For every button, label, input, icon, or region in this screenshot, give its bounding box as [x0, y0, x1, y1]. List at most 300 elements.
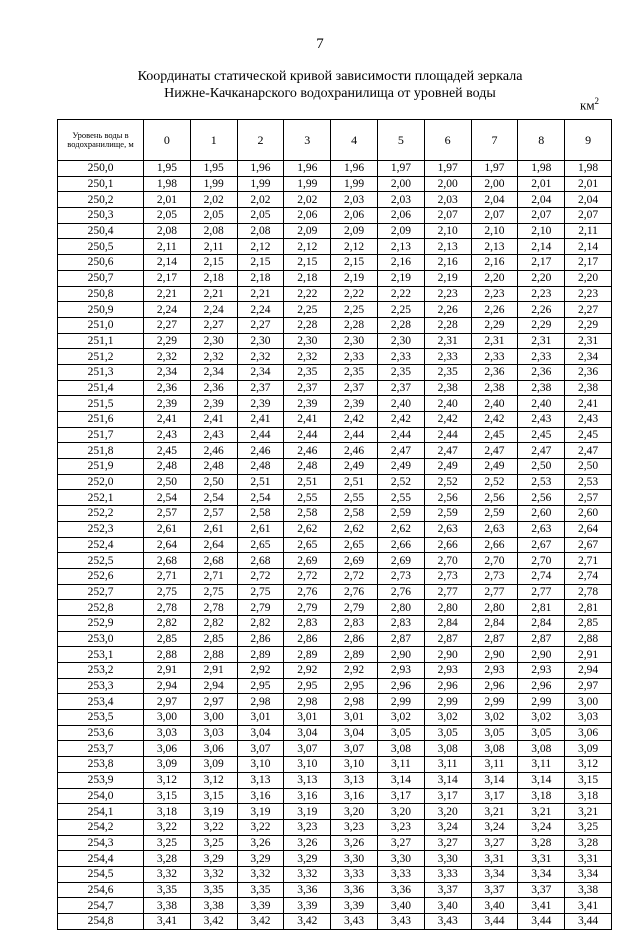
value-cell: 2,98: [331, 694, 378, 710]
level-cell: 252,1: [58, 490, 144, 506]
value-cell: 2,70: [471, 553, 518, 569]
value-cell: 1,98: [518, 161, 565, 177]
title-line-2: Нижне-Качканарского водохранилища от уровней воды: [164, 86, 496, 101]
value-cell: 2,02: [284, 192, 331, 208]
value-cell: 3,04: [331, 725, 378, 741]
value-cell: 2,66: [424, 537, 471, 553]
value-cell: 2,28: [424, 317, 471, 333]
value-cell: 3,14: [518, 772, 565, 788]
value-cell: 3,42: [190, 914, 237, 930]
value-cell: 3,31: [565, 851, 612, 867]
value-cell: 3,17: [377, 788, 424, 804]
level-cell: 250,7: [58, 270, 144, 286]
value-cell: 3,09: [190, 757, 237, 773]
table-row: [58, 427, 612, 443]
value-cell: 2,03: [377, 192, 424, 208]
value-cell: 3,20: [424, 804, 471, 820]
value-cell: 2,24: [237, 302, 284, 318]
value-cell: 2,75: [144, 584, 191, 600]
value-cell: 2,77: [424, 584, 471, 600]
value-cell: 2,08: [190, 223, 237, 239]
value-cell: 2,40: [424, 396, 471, 412]
level-cell: 254,4: [58, 851, 144, 867]
value-cell: 3,39: [237, 898, 284, 914]
value-cell: 3,06: [565, 725, 612, 741]
value-cell: 2,12: [284, 239, 331, 255]
value-cell: 2,75: [237, 584, 284, 600]
value-cell: 2,58: [237, 506, 284, 522]
value-cell: 2,63: [424, 521, 471, 537]
column-header: 1: [190, 120, 237, 161]
value-cell: 3,37: [471, 882, 518, 898]
value-cell: 2,97: [565, 678, 612, 694]
value-cell: 2,76: [377, 584, 424, 600]
table-row: [58, 286, 612, 302]
value-cell: 1,97: [377, 161, 424, 177]
value-cell: 3,11: [377, 757, 424, 773]
value-cell: 3,10: [237, 757, 284, 773]
value-cell: 2,74: [565, 568, 612, 584]
value-cell: 2,68: [237, 553, 284, 569]
value-cell: 2,98: [237, 694, 284, 710]
value-cell: 2,17: [565, 255, 612, 271]
value-cell: 3,26: [331, 835, 378, 851]
value-cell: 3,43: [377, 914, 424, 930]
value-cell: 2,25: [284, 302, 331, 318]
value-cell: 2,87: [377, 631, 424, 647]
value-cell: 3,37: [518, 882, 565, 898]
value-cell: 3,44: [471, 914, 518, 930]
value-cell: 2,58: [284, 506, 331, 522]
value-cell: 2,84: [518, 615, 565, 631]
value-cell: 3,12: [565, 757, 612, 773]
level-cell: 254,1: [58, 804, 144, 820]
value-cell: 2,36: [144, 380, 191, 396]
value-cell: 3,18: [144, 804, 191, 820]
value-cell: 2,06: [284, 208, 331, 224]
value-cell: 3,04: [284, 725, 331, 741]
table-row: [58, 898, 612, 914]
table-row: [58, 553, 612, 569]
value-cell: 3,08: [424, 741, 471, 757]
level-cell: 251,8: [58, 443, 144, 459]
value-cell: 2,26: [471, 302, 518, 318]
value-cell: 2,53: [565, 474, 612, 490]
value-cell: 2,10: [518, 223, 565, 239]
value-cell: 2,31: [471, 333, 518, 349]
value-cell: 2,16: [471, 255, 518, 271]
table-row: [58, 443, 612, 459]
value-cell: 3,36: [331, 882, 378, 898]
value-cell: 2,82: [237, 615, 284, 631]
value-cell: 3,13: [331, 772, 378, 788]
value-cell: 2,26: [518, 302, 565, 318]
value-cell: 3,29: [284, 851, 331, 867]
level-cell: 250,0: [58, 161, 144, 177]
value-cell: 2,93: [424, 663, 471, 679]
value-cell: 2,59: [471, 506, 518, 522]
value-cell: 2,39: [237, 396, 284, 412]
value-cell: 2,64: [190, 537, 237, 553]
value-cell: 2,52: [377, 474, 424, 490]
value-cell: 2,19: [424, 270, 471, 286]
value-cell: 2,93: [518, 663, 565, 679]
value-cell: 3,44: [565, 914, 612, 930]
level-cell: 254,8: [58, 914, 144, 930]
value-cell: 2,67: [518, 537, 565, 553]
value-cell: 2,34: [144, 364, 191, 380]
level-cell: 252,8: [58, 600, 144, 616]
value-cell: 2,15: [190, 255, 237, 271]
value-cell: 3,24: [518, 819, 565, 835]
value-cell: 2,41: [565, 396, 612, 412]
value-cell: 2,94: [565, 663, 612, 679]
value-cell: 2,22: [377, 286, 424, 302]
value-cell: 2,18: [237, 270, 284, 286]
title-line-1: Координаты статической кривой зависимости площадей зеркала: [137, 69, 523, 84]
value-cell: 2,70: [518, 553, 565, 569]
value-cell: 2,14: [518, 239, 565, 255]
value-cell: 2,40: [471, 396, 518, 412]
value-cell: 2,84: [471, 615, 518, 631]
value-cell: 2,07: [471, 208, 518, 224]
value-cell: 2,87: [424, 631, 471, 647]
value-cell: 2,22: [284, 286, 331, 302]
level-cell: 250,3: [58, 208, 144, 224]
value-cell: 2,42: [424, 412, 471, 428]
value-cell: 2,88: [190, 647, 237, 663]
value-cell: 3,02: [518, 710, 565, 726]
value-cell: 2,87: [518, 631, 565, 647]
value-cell: 2,69: [284, 553, 331, 569]
value-cell: 2,47: [518, 443, 565, 459]
value-cell: 3,36: [284, 882, 331, 898]
value-cell: 3,40: [377, 898, 424, 914]
table-row: [58, 600, 612, 616]
value-cell: 3,30: [424, 851, 471, 867]
value-cell: 3,16: [331, 788, 378, 804]
level-cell: 250,6: [58, 255, 144, 271]
value-cell: 2,57: [144, 506, 191, 522]
value-cell: 2,48: [237, 459, 284, 475]
value-cell: 2,32: [284, 349, 331, 365]
value-cell: 2,78: [190, 600, 237, 616]
value-cell: 3,16: [237, 788, 284, 804]
value-cell: 2,07: [424, 208, 471, 224]
value-cell: 2,00: [377, 176, 424, 192]
value-cell: 2,92: [237, 663, 284, 679]
level-cell: 253,8: [58, 757, 144, 773]
table-row: [58, 678, 612, 694]
value-cell: 3,15: [565, 772, 612, 788]
value-cell: 2,04: [518, 192, 565, 208]
value-cell: 2,69: [331, 553, 378, 569]
value-cell: 3,03: [565, 710, 612, 726]
value-cell: 2,02: [237, 192, 284, 208]
table-row: [58, 694, 612, 710]
value-cell: 3,38: [565, 882, 612, 898]
document-title: [0, 68, 640, 102]
value-cell: 1,95: [190, 161, 237, 177]
value-cell: 2,08: [144, 223, 191, 239]
value-cell: 2,99: [471, 694, 518, 710]
units-label: [580, 96, 599, 113]
value-cell: 2,79: [331, 600, 378, 616]
value-cell: 2,36: [565, 364, 612, 380]
table-row: [58, 835, 612, 851]
value-cell: 2,47: [377, 443, 424, 459]
value-cell: 2,09: [284, 223, 331, 239]
value-cell: 2,73: [424, 568, 471, 584]
value-cell: 2,44: [377, 427, 424, 443]
value-cell: 2,43: [518, 412, 565, 428]
value-cell: 2,41: [190, 412, 237, 428]
value-cell: 3,35: [237, 882, 284, 898]
value-cell: 2,14: [144, 255, 191, 271]
value-cell: 2,69: [377, 553, 424, 569]
value-cell: 2,52: [471, 474, 518, 490]
value-cell: 3,32: [144, 866, 191, 882]
value-cell: 3,16: [284, 788, 331, 804]
value-cell: 2,62: [284, 521, 331, 537]
value-cell: 2,32: [190, 349, 237, 365]
value-cell: 3,34: [471, 866, 518, 882]
value-cell: 2,33: [377, 349, 424, 365]
value-cell: 2,97: [190, 694, 237, 710]
value-cell: 2,90: [518, 647, 565, 663]
level-cell: 253,7: [58, 741, 144, 757]
value-cell: 2,12: [237, 239, 284, 255]
value-cell: 2,17: [518, 255, 565, 271]
value-cell: 2,19: [377, 270, 424, 286]
value-cell: 3,11: [518, 757, 565, 773]
level-cell: 251,7: [58, 427, 144, 443]
value-cell: 2,21: [144, 286, 191, 302]
value-cell: 3,00: [565, 694, 612, 710]
level-cell: 254,6: [58, 882, 144, 898]
level-cell: 250,1: [58, 176, 144, 192]
value-cell: 2,85: [190, 631, 237, 647]
value-cell: 2,99: [424, 694, 471, 710]
value-cell: 2,41: [144, 412, 191, 428]
value-cell: 2,56: [518, 490, 565, 506]
value-cell: 2,44: [331, 427, 378, 443]
level-cell: 253,0: [58, 631, 144, 647]
value-cell: 2,30: [237, 333, 284, 349]
value-cell: 3,44: [518, 914, 565, 930]
value-cell: 2,35: [377, 364, 424, 380]
value-cell: 2,07: [565, 208, 612, 224]
value-cell: 3,08: [518, 741, 565, 757]
value-cell: 2,06: [331, 208, 378, 224]
value-cell: 2,71: [565, 553, 612, 569]
value-cell: 2,86: [284, 631, 331, 647]
value-cell: 2,46: [237, 443, 284, 459]
level-cell: 252,2: [58, 506, 144, 522]
table-row: [58, 364, 612, 380]
value-cell: 2,95: [237, 678, 284, 694]
value-cell: 2,75: [190, 584, 237, 600]
value-cell: 2,23: [518, 286, 565, 302]
level-cell: 250,2: [58, 192, 144, 208]
value-cell: 3,07: [331, 741, 378, 757]
value-cell: 2,02: [190, 192, 237, 208]
table-row: [58, 302, 612, 318]
value-cell: 3,22: [237, 819, 284, 835]
value-cell: 3,27: [377, 835, 424, 851]
value-cell: 3,08: [471, 741, 518, 757]
value-cell: 2,80: [471, 600, 518, 616]
value-cell: 2,50: [518, 459, 565, 475]
value-cell: 2,45: [565, 427, 612, 443]
value-cell: 2,63: [471, 521, 518, 537]
value-cell: 2,35: [284, 364, 331, 380]
value-cell: 3,41: [144, 914, 191, 930]
level-cell: 251,0: [58, 317, 144, 333]
value-cell: 2,88: [144, 647, 191, 663]
value-cell: 2,64: [144, 537, 191, 553]
table-row: [58, 882, 612, 898]
level-cell: 253,5: [58, 710, 144, 726]
value-cell: 2,50: [565, 459, 612, 475]
level-cell: 253,6: [58, 725, 144, 741]
value-cell: 2,52: [424, 474, 471, 490]
value-cell: 2,71: [190, 568, 237, 584]
value-cell: 3,35: [190, 882, 237, 898]
level-cell: 254,3: [58, 835, 144, 851]
value-cell: 2,33: [331, 349, 378, 365]
level-cell: 254,7: [58, 898, 144, 914]
value-cell: 3,25: [144, 835, 191, 851]
value-cell: 2,16: [377, 255, 424, 271]
value-cell: 3,40: [471, 898, 518, 914]
level-cell: 252,5: [58, 553, 144, 569]
value-cell: 2,71: [144, 568, 191, 584]
value-cell: 2,36: [518, 364, 565, 380]
value-cell: 2,61: [190, 521, 237, 537]
header-row: [58, 120, 612, 161]
value-cell: 2,95: [331, 678, 378, 694]
value-cell: 2,49: [331, 459, 378, 475]
value-cell: 2,26: [424, 302, 471, 318]
value-cell: 2,27: [190, 317, 237, 333]
value-cell: 2,37: [331, 380, 378, 396]
value-cell: 2,61: [144, 521, 191, 537]
value-cell: 2,09: [377, 223, 424, 239]
value-cell: 3,41: [565, 898, 612, 914]
value-cell: 3,23: [377, 819, 424, 835]
value-cell: 3,28: [565, 835, 612, 851]
value-cell: 2,05: [237, 208, 284, 224]
table-row: [58, 239, 612, 255]
value-cell: 3,32: [190, 866, 237, 882]
value-cell: 2,86: [237, 631, 284, 647]
value-cell: 2,28: [284, 317, 331, 333]
corner-header: Уровень воды в водохранилище, м: [58, 120, 144, 161]
value-cell: 3,30: [331, 851, 378, 867]
value-cell: 1,95: [144, 161, 191, 177]
value-cell: 2,96: [377, 678, 424, 694]
value-cell: 2,89: [237, 647, 284, 663]
value-cell: 3,24: [424, 819, 471, 835]
table-row: [58, 333, 612, 349]
value-cell: 3,28: [518, 835, 565, 851]
level-cell: 254,0: [58, 788, 144, 804]
value-cell: 2,20: [518, 270, 565, 286]
value-cell: 3,33: [331, 866, 378, 882]
table-row: [58, 380, 612, 396]
value-cell: 3,26: [237, 835, 284, 851]
value-cell: 2,86: [331, 631, 378, 647]
level-cell: 251,9: [58, 459, 144, 475]
value-cell: 2,04: [471, 192, 518, 208]
value-cell: 3,07: [237, 741, 284, 757]
table-row: [58, 270, 612, 286]
value-cell: 2,10: [471, 223, 518, 239]
table-row: [58, 819, 612, 835]
value-cell: 1,98: [144, 176, 191, 192]
value-cell: 2,55: [331, 490, 378, 506]
value-cell: 2,37: [284, 380, 331, 396]
value-cell: 3,29: [190, 851, 237, 867]
value-cell: 3,30: [377, 851, 424, 867]
value-cell: 3,14: [471, 772, 518, 788]
value-cell: 2,06: [377, 208, 424, 224]
value-cell: 1,99: [331, 176, 378, 192]
value-cell: 3,22: [190, 819, 237, 835]
value-cell: 2,93: [377, 663, 424, 679]
value-cell: 2,64: [565, 521, 612, 537]
value-cell: 2,13: [377, 239, 424, 255]
value-cell: 2,97: [144, 694, 191, 710]
table-row: [58, 349, 612, 365]
value-cell: 2,84: [424, 615, 471, 631]
value-cell: 2,78: [144, 600, 191, 616]
value-cell: 3,13: [237, 772, 284, 788]
value-cell: 2,27: [144, 317, 191, 333]
value-cell: 2,91: [144, 663, 191, 679]
value-cell: 3,13: [284, 772, 331, 788]
value-cell: 2,23: [471, 286, 518, 302]
page-number: 7: [316, 36, 324, 52]
value-cell: 2,15: [237, 255, 284, 271]
value-cell: 3,29: [237, 851, 284, 867]
level-cell: 251,3: [58, 364, 144, 380]
table-row: [58, 663, 612, 679]
value-cell: 3,22: [144, 819, 191, 835]
value-cell: 2,46: [190, 443, 237, 459]
value-cell: 3,31: [518, 851, 565, 867]
value-cell: 2,01: [565, 176, 612, 192]
value-cell: 2,33: [424, 349, 471, 365]
value-cell: 3,06: [190, 741, 237, 757]
value-cell: 2,03: [331, 192, 378, 208]
value-cell: 3,38: [190, 898, 237, 914]
value-cell: 2,33: [471, 349, 518, 365]
table-row: [58, 710, 612, 726]
table-row: [58, 176, 612, 192]
value-cell: 2,83: [284, 615, 331, 631]
table-row: [58, 192, 612, 208]
value-cell: 2,47: [424, 443, 471, 459]
column-header: 5: [377, 120, 424, 161]
level-cell: 253,4: [58, 694, 144, 710]
value-cell: 3,00: [144, 710, 191, 726]
value-cell: 2,37: [377, 380, 424, 396]
value-cell: 2,51: [284, 474, 331, 490]
value-cell: 2,20: [565, 270, 612, 286]
value-cell: 3,36: [377, 882, 424, 898]
